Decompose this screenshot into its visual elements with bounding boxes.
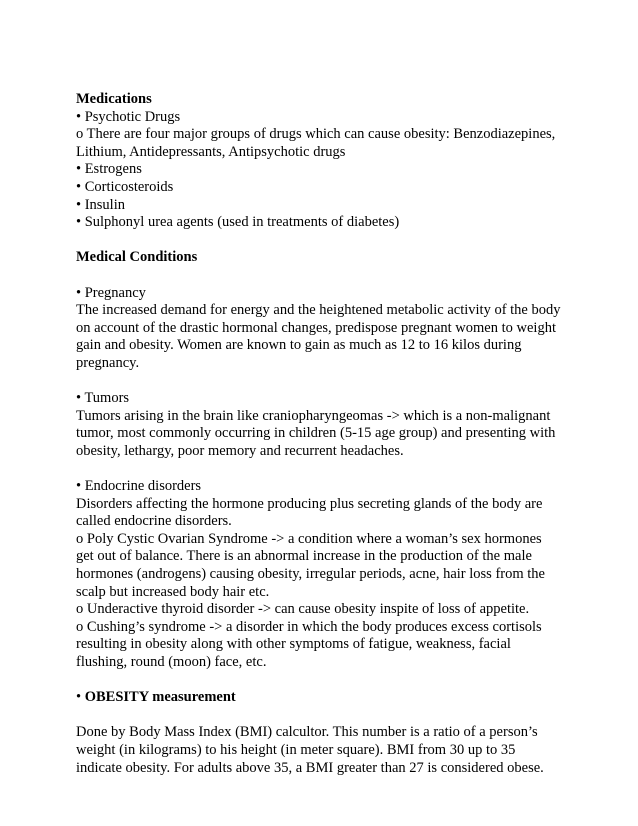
endocrine-line: flushing, round (moon) face, etc. (76, 654, 267, 670)
spacer (76, 373, 598, 391)
spacer (76, 460, 598, 478)
endocrine-line: resulting in obesity along with other symptoms of fatigue, weakness, facial (76, 636, 511, 653)
obesity-measurement-line: weight (in kilograms) to his height (in meter square). BMI from 30 up to 35 (76, 741, 516, 758)
medications-line: Lithium, Antidepressants, Antipsychotic drugs (76, 143, 346, 160)
spacer (76, 672, 598, 690)
bullet: • (76, 689, 85, 706)
spacer (76, 707, 598, 725)
tumors-line: Tumors arising in the brain like craniopharyngeomas -> which is a non-malignant (76, 407, 551, 424)
endocrine-line: get out of balance. There is an abnormal increase in the production of the male (76, 548, 532, 565)
endocrine-line: Disorders affecting the hormone producing plus secreting glands of the body are (76, 495, 543, 512)
medications-line: • Sulphonyl urea agents (used in treatments of diabetes) (76, 214, 400, 231)
obesity-measurement-line: indicate obesity. For adults above 35, a BMI greater than 27 is considered obese. (76, 759, 544, 776)
medications-line: • Corticosteroids (76, 178, 174, 195)
obesity-measurement-heading: OBESITY measurement (84, 689, 236, 706)
pregnancy-line: gain and obesity. Women are known to gain as much as 12 to 16 kilos during (76, 337, 522, 354)
pregnancy-line: The increased demand for energy and the heightened metabolic activity of the body (76, 302, 561, 319)
endocrine-line: o Cushing’s syndrome -> a disorder in which the body produces excess cortisols (76, 618, 542, 635)
pregnancy-line: pregnancy. (76, 354, 140, 371)
endocrine-line: hormones (androgens) causing obesity, irregular periods, acne, hair loss from the (76, 566, 545, 583)
medications-line: o There are four major groups of drugs which can cause obesity: Benzodiazepines, (76, 126, 556, 143)
medications-line: • Estrogens (76, 161, 142, 178)
pregnancy-line: • Pregnancy (76, 284, 146, 301)
endocrine-line: o Poly Cystic Ovarian Syndrome -> a condition where a woman’s sex hormones (76, 530, 542, 547)
medications-heading: Medications (76, 91, 152, 107)
endocrine-line: called endocrine disorders. (76, 513, 232, 530)
obesity-measurement-heading-line (76, 689, 598, 707)
endocrine-line: • Endocrine disorders (76, 478, 202, 495)
tumors-line: obesity, lethargy, poor memory and recurrent headaches. (76, 442, 404, 459)
pregnancy-line: on account of the drastic hormonal changes, predispose pregnant women to weight (76, 319, 556, 336)
spacer (76, 267, 598, 285)
tumors-line: tumor, most commonly occurring in children (5-15 age group) and presenting with (76, 425, 556, 442)
endocrine-line: scalp but increased body hair etc. (76, 583, 270, 600)
endocrine-line: o Underactive thyroid disorder -> can cause obesity inspite of loss of appetite. (76, 601, 530, 618)
tumors-line: • Tumors (76, 390, 130, 407)
medical-conditions-heading: Medical Conditions (76, 249, 198, 266)
medications-line: • Insulin (76, 196, 125, 213)
medications-line: • Psychotic Drugs (76, 108, 181, 125)
obesity-measurement-line: Done by Body Mass Index (BMI) calcultor. This number is a ratio of a person’s (76, 724, 538, 741)
spacer (76, 232, 598, 250)
